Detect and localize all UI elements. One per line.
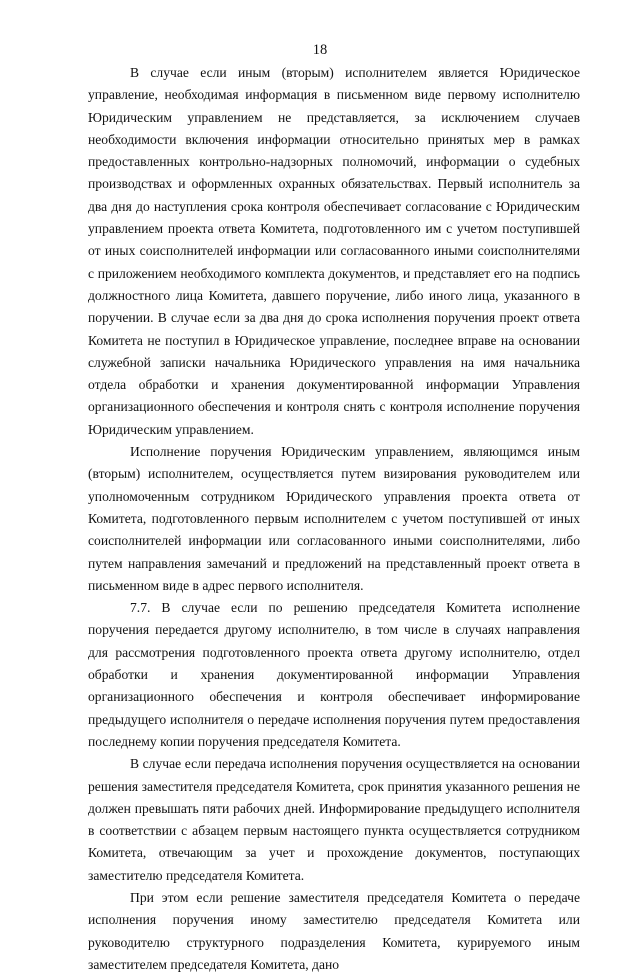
- paragraph-deputy-decision: В случае если передача исполнения поручения осуществляется на основании решения заместителя председателя Комитета, срок принятия указанного решения не должен превышать пяти рабочих дней. Информирование предыдущего исполнителя в соответствии с абзацем первым настоящего пункта осуществляется сотрудником Комитета, отвечающим за учет и прохождение документов, поступающих заместителю председателя Комитета.: [88, 756, 580, 883]
- paragraph-section-7-7: 7.7. В случае если по решению председателя Комитета исполнение поручения передается другому исполнителю, в том числе в случаях направления для рассмотрения подготовленного проекта ответа другому исполнителю, отдел обработки и хранения документированной информации Управления организационного обеспечения и контроля обеспечивает информирование предыдущего исполнителя о передаче исполнения поручения путем предоставления последнему копии поручения председателя Комитета.: [88, 600, 580, 749]
- paragraph-legal-department-info: В случае если иным (вторым) исполнителем является Юридическое управление, необходимая информация в письменном виде первому исполнителю Юридическим управлением не представляется, за исключением случаев необходимости включения информации относительно принятых мер в рамках предоставленных контрольно-надзорных полномочий, информации о судебных производствах и оформленных охранных обязательствах. Первый исполнитель за два дня до наступления срока контроля обеспечивает согласование с Юридическим управлением проекта ответа Комитета, подготовленного им с учетом поступившей от иных соисполнителей информации или согласованного иными соисполнителями с приложением необходимого комплекта документов, и представляет его на подпись должностного лица Комитета, давшего поручение, либо иного лица, указанного в поручении. В случае если за два дня до срока исполнения поручения проект ответа Комитета не поступил в Юридическое управление, последнее вправе на основании служебной записки начальника Юридического управления на имя начальника отдела обработки и хранения документированной информации Управления организационного обеспечения и контроля снять с контроля исполнение поручения Юридическим управлением.: [88, 65, 580, 437]
- paragraph-transfer-to-another-deputy: При этом если решение заместителя председателя Комитета о передаче исполнения поручения иному заместителю председателя Комитета или руководителю структурного подразделения Комитета, курируемого иным заместителем председателя Комитета, дано: [88, 889, 580, 972]
- document-body: [88, 62, 580, 976]
- page-number: 18: [312, 42, 328, 58]
- paragraph-legal-department-execution: Исполнение поручения Юридическим управлением, являющимся иным (вторым) исполнителем, осуществляется путем визирования руководителем или уполномоченным сотрудником Юридического управления проекта ответа от Комитета, подготовленного первым исполнителем с учетом поступившей от иных соисполнителей информации или согласованного иными соисполнителями, либо путем направления замечаний и предложений на представленный проект ответа в письменном виде в адрес первого исполнителя.: [88, 444, 580, 593]
